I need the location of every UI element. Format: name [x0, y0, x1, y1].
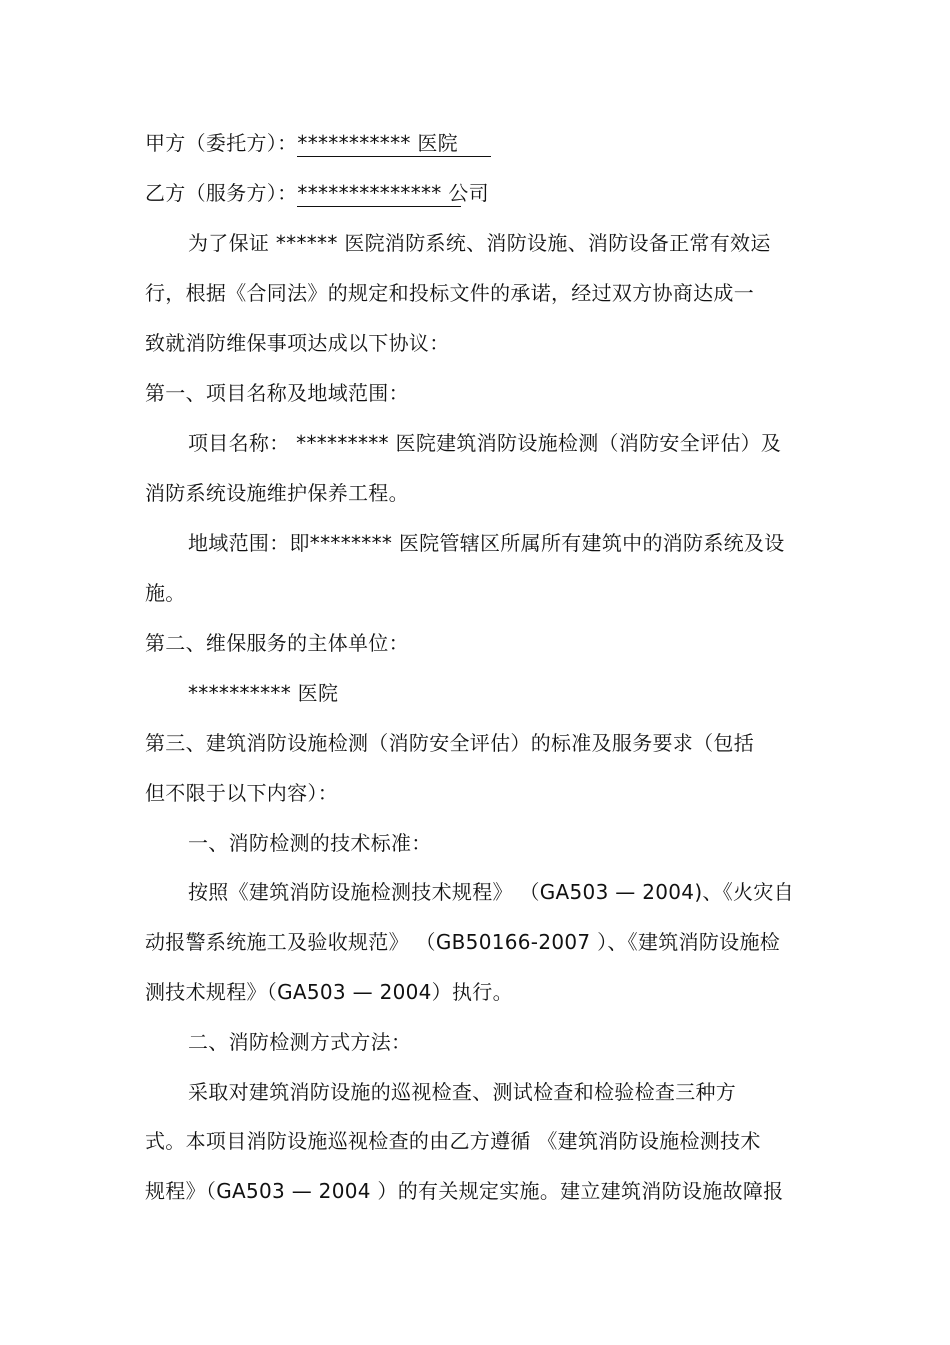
party-a-line	[145, 128, 491, 158]
party-b-value: ************** 公司	[297, 181, 489, 205]
paragraph-line: 采取对建筑消防设施的巡视检查、测试检查和检验检查三种方	[188, 1080, 737, 1104]
party-b-line	[145, 178, 489, 208]
subsection-heading: 一、消防检测的技术标准：	[188, 831, 432, 855]
paragraph-line: ********** 医院	[188, 681, 339, 705]
section-heading: 第三、建筑消防设施检测（消防安全评估）的标准及服务要求（包括	[145, 731, 754, 755]
section-heading: 第二、维保服务的主体单位：	[145, 631, 409, 655]
paragraph-line: 施。	[145, 581, 186, 605]
paragraph-line: 为了保证 ****** 医院消防系统、消防设施、消防设备正常有效运	[188, 231, 771, 255]
subsection-heading: 二、消防检测方式方法：	[188, 1030, 412, 1054]
paragraph-line: 式。本项目消防设施巡视检查的由乙方遵循 《建筑消防设施检测技术	[145, 1129, 761, 1153]
section-heading: 第一、项目名称及地域范围：	[145, 381, 409, 405]
paragraph-line: 测技术规程》（GA503 — 2004）执行。	[145, 980, 513, 1004]
party-a-value: *********** 医院	[297, 131, 491, 157]
paragraph-line: 消防系统设施维护保养工程。	[145, 481, 409, 505]
paragraph-line: 项目名称： ********* 医院建筑消防设施检测（消防安全评估）及	[188, 431, 782, 455]
paragraph-line: 致就消防维保事项达成以下协议：	[145, 331, 450, 355]
paragraph-line: 行，根据《合同法》的规定和投标文件的承诺，经过双方协商达成一	[145, 281, 754, 305]
paragraph-line: 地域范围：即******** 医院管辖区所属所有建筑中的消防系统及设	[188, 531, 785, 555]
paragraph-line: 动报警系统施工及验收规范》 （GB50166-2007 ）、《建筑消防设施检	[145, 930, 781, 954]
paragraph-line: 按照《建筑消防设施检测技术规程》 （GA503 — 2004)、《火灾自	[188, 880, 794, 904]
party-b-label: 乙方（服务方）：	[145, 181, 298, 205]
paragraph-line: 规程》（GA503 — 2004 ）的有关规定实施。建立建筑消防设施故障报	[145, 1179, 784, 1203]
paragraph-line: 但不限于以下内容）：	[145, 781, 338, 805]
party-a-label: 甲方（委托方）：	[145, 131, 298, 155]
